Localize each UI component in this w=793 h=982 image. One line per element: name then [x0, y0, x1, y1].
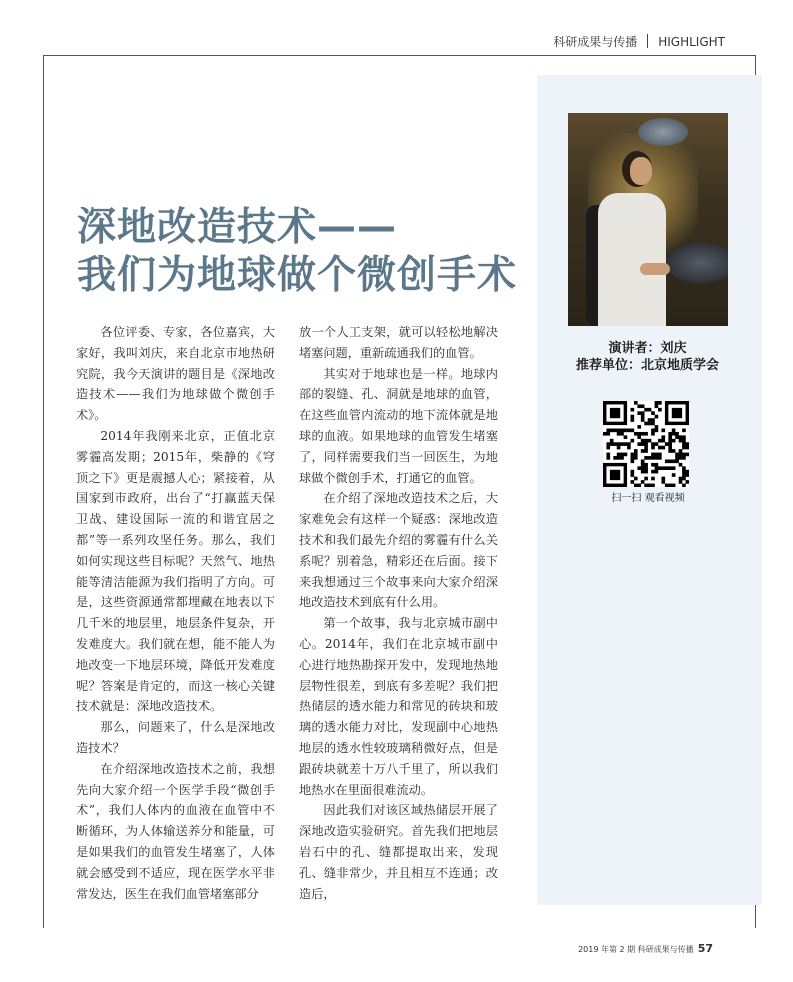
section-name: 科研成果与传播: [553, 35, 638, 49]
speaker-name: 演讲者：刘庆: [608, 341, 687, 356]
title-line-2: 我们为地球做个微创手术: [77, 253, 518, 298]
body-column-2: [299, 322, 498, 904]
speaker-info: [560, 340, 735, 374]
header-divider: [647, 34, 648, 48]
page-footer: [578, 942, 713, 955]
paragraph: 那么，问题来了，什么是深地改造技术？: [76, 720, 275, 755]
speaker-photo: [568, 113, 728, 326]
frame-left-rule: [43, 55, 44, 928]
title-line-1: 深地改造技术——: [77, 205, 398, 250]
paragraph: 放一个人工支架，就可以轻松地解决堵塞问题，重新疏通我们的血管。: [299, 325, 498, 360]
section-tag: HIGHLIGHT: [658, 35, 725, 49]
issue-info: 2019 年第 2 期 科研成果与传播: [578, 945, 694, 954]
paragraph: 在介绍了深地改造技术之后，大家难免会有这样一个疑惑：深地改造技术和我们最先介绍的雾霾有什么关系呢？别着急，精彩还在后面。接下来我想通过三个故事来向大家介绍深地改造技术到底有什么用。: [299, 491, 498, 610]
page-header: [553, 33, 725, 50]
page-number: 57: [697, 942, 713, 955]
paragraph: 第一个故事，我与北京城市副中心。2014年，我们在北京城市副中心进行地热勘探开发中，发现地热地层物性很差，到底有多差呢？我们把热储层的透水能力和常见的砖块和玻璃的透水能力对比，发现副中心地热地层的透水性较玻璃稍微好点，但是跟砖块就差十万八千里了，所以我们地热水在里面很难流动。: [299, 616, 498, 797]
paragraph: 各位评委、专家，各位嘉宾，大家好，我叫刘庆，来自北京市地热研究院，我今天演讲的题目是《深地改造技术——我们为地球做个微创手术》。: [76, 325, 275, 423]
qr-caption: 扫一扫 观看视频: [611, 493, 685, 504]
paragraph: 2014年我刚来北京，正值北京雾霾高发期；2015年，柴静的《穹顶之下》更是震撼人心；紧接着，从国家到市政府，出台了“打赢蓝天保卫战、建设国际一流的和谐宜居之都”等一系列攻坚任务。那么，我们如何实现这些目标呢？天然气、地热能等清洁能源为我们指明了方向。可是，这些资源通常都埋藏在地表以下几千米的地层里，地层条件复杂，开发难度大。我们就在想，能不能人为地改变一下地层环境，降低开发难度呢？答案是肯定的，而这一核心关键技术就是：深地改造技术。: [76, 428, 275, 714]
paragraph: 因此我们对该区域热储层开展了深地改造实验研究。首先我们把地层岩石中的孔、缝都提取出来，发现孔、缝非常少，并且相互不连通；改造后，: [299, 803, 498, 901]
recommending-unit: 推荐单位：北京地质学会: [575, 358, 719, 373]
paragraph: 其实对于地球也是一样。地球内部的裂缝、孔、洞就是地球的血管，在这些血管内流动的地下流体就是地球的血液。如果地球的血管发生堵塞了，同样需要我们当一回医生，为地球做个微创手术，打通它的血管。: [299, 366, 498, 485]
qr-code[interactable]: [603, 401, 689, 487]
body-column-1: [76, 322, 275, 904]
paragraph: 在介绍深地改造技术之前，我想先向大家介绍一个医学手段“微创手术”，我们人体内的血液在血管中不断循环，为人体输送养分和能量，可是如果我们的血管发生堵塞了，人体就会感受到不适应，现在医学水平非常发达，医生在我们血管堵塞部分: [76, 761, 275, 901]
frame-top-rule: [43, 55, 756, 56]
article-title: [77, 204, 517, 300]
